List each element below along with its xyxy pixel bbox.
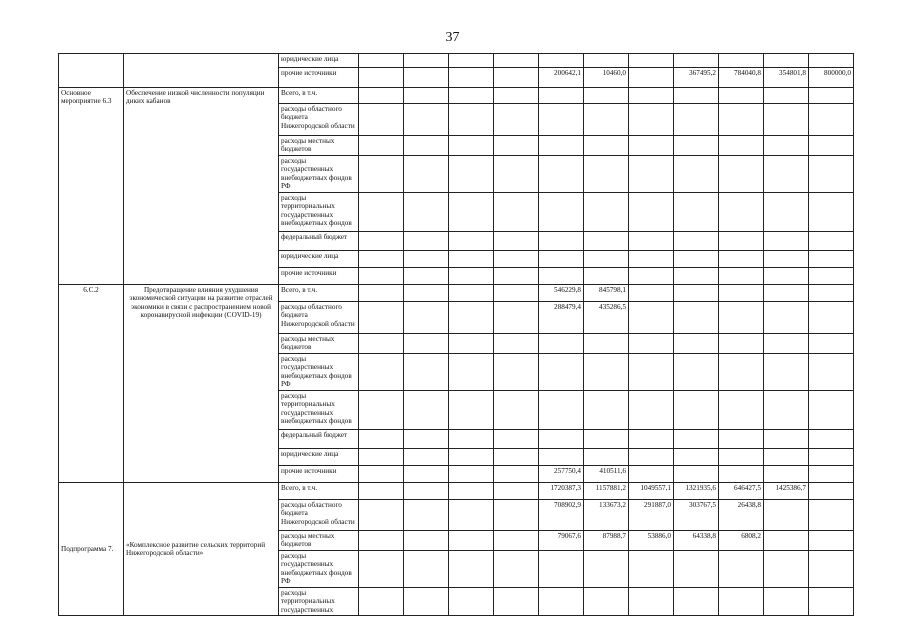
- value-cell: [539, 88, 584, 104]
- value-cell: [539, 267, 584, 284]
- value-cell: [404, 104, 449, 136]
- value-cell: [809, 429, 854, 448]
- value-cell: [359, 54, 404, 68]
- value-cell: 133673,2: [584, 499, 629, 530]
- value-cell: [404, 301, 449, 333]
- value-cell: [539, 550, 584, 587]
- row-code: Основное мероприятие 6.3: [59, 88, 124, 285]
- value-cell: [809, 88, 854, 104]
- value-cell: [674, 231, 719, 250]
- value-cell: [359, 482, 404, 499]
- value-cell: [494, 530, 539, 550]
- value-cell: [494, 88, 539, 104]
- value-cell: 646427,5: [719, 482, 764, 499]
- source-label: расходы государственных внебюджетных фондов РФ: [279, 550, 359, 587]
- value-cell: [809, 530, 854, 550]
- value-cell: [449, 353, 494, 390]
- value-cell: [584, 231, 629, 250]
- value-cell: 1157881,2: [584, 482, 629, 499]
- value-cell: 64338,8: [674, 530, 719, 550]
- value-cell: [719, 88, 764, 104]
- value-cell: [404, 499, 449, 530]
- value-cell: 708902,9: [539, 499, 584, 530]
- value-cell: [719, 284, 764, 301]
- source-label: Всего, в т.ч.: [279, 88, 359, 104]
- value-cell: [764, 250, 809, 267]
- value-cell: [404, 68, 449, 88]
- value-cell: [359, 353, 404, 390]
- value-cell: [449, 550, 494, 587]
- value-cell: [719, 267, 764, 284]
- source-label: юридические лица: [279, 54, 359, 68]
- value-cell: [629, 550, 674, 587]
- value-cell: [359, 231, 404, 250]
- source-label: юридические лица: [279, 448, 359, 465]
- value-cell: [359, 284, 404, 301]
- value-cell: [584, 429, 629, 448]
- value-cell: [359, 301, 404, 333]
- value-cell: [494, 390, 539, 429]
- value-cell: [494, 587, 539, 615]
- value-cell: [809, 333, 854, 353]
- value-cell: [494, 54, 539, 68]
- value-cell: [494, 231, 539, 250]
- value-cell: [809, 54, 854, 68]
- value-cell: [404, 448, 449, 465]
- value-cell: [494, 284, 539, 301]
- value-cell: [629, 333, 674, 353]
- value-cell: 546229,8: [539, 284, 584, 301]
- value-cell: [539, 54, 584, 68]
- value-cell: [584, 192, 629, 231]
- value-cell: 354801,8: [764, 68, 809, 88]
- value-cell: [539, 448, 584, 465]
- value-cell: 53886,0: [629, 530, 674, 550]
- value-cell: 367495,2: [674, 68, 719, 88]
- value-cell: [404, 530, 449, 550]
- value-cell: [674, 353, 719, 390]
- value-cell: [584, 267, 629, 284]
- value-cell: [404, 587, 449, 615]
- value-cell: 288479,4: [539, 301, 584, 333]
- value-cell: [674, 448, 719, 465]
- value-cell: [719, 301, 764, 333]
- value-cell: [629, 353, 674, 390]
- value-cell: [449, 250, 494, 267]
- value-cell: [629, 54, 674, 68]
- value-cell: [404, 267, 449, 284]
- value-cell: [674, 267, 719, 284]
- table-row: [59, 284, 854, 301]
- value-cell: [764, 267, 809, 284]
- value-cell: [584, 448, 629, 465]
- value-cell: [764, 530, 809, 550]
- value-cell: [539, 231, 584, 250]
- value-cell: [449, 301, 494, 333]
- value-cell: [494, 499, 539, 530]
- value-cell: [449, 136, 494, 156]
- source-label: юридические лица: [279, 250, 359, 267]
- value-cell: [359, 136, 404, 156]
- value-cell: [404, 88, 449, 104]
- source-label: Всего, в т.ч.: [279, 284, 359, 301]
- value-cell: [449, 429, 494, 448]
- value-cell: [359, 155, 404, 192]
- value-cell: [809, 231, 854, 250]
- value-cell: [584, 250, 629, 267]
- value-cell: [539, 155, 584, 192]
- value-cell: [764, 550, 809, 587]
- value-cell: [764, 465, 809, 482]
- value-cell: [764, 499, 809, 530]
- value-cell: [404, 353, 449, 390]
- value-cell: 784040,8: [719, 68, 764, 88]
- value-cell: [584, 88, 629, 104]
- value-cell: [629, 68, 674, 88]
- page-number: 37: [445, 30, 460, 45]
- value-cell: [809, 390, 854, 429]
- value-cell: [629, 88, 674, 104]
- value-cell: [404, 231, 449, 250]
- value-cell: [764, 587, 809, 615]
- value-cell: [449, 54, 494, 68]
- value-cell: [359, 390, 404, 429]
- value-cell: [359, 68, 404, 88]
- value-cell: [719, 353, 764, 390]
- source-label: расходы областного бюджета Нижегородской области: [279, 301, 359, 333]
- value-cell: [404, 550, 449, 587]
- value-cell: [359, 465, 404, 482]
- value-cell: [719, 192, 764, 231]
- value-cell: [629, 155, 674, 192]
- value-cell: [809, 448, 854, 465]
- value-cell: [584, 587, 629, 615]
- value-cell: [449, 482, 494, 499]
- value-cell: [719, 250, 764, 267]
- value-cell: [359, 530, 404, 550]
- value-cell: [719, 54, 764, 68]
- value-cell: [629, 267, 674, 284]
- value-cell: [404, 54, 449, 68]
- value-cell: [674, 192, 719, 231]
- value-cell: [494, 250, 539, 267]
- value-cell: 79067,6: [539, 530, 584, 550]
- value-cell: [809, 353, 854, 390]
- value-cell: [719, 587, 764, 615]
- value-cell: [404, 465, 449, 482]
- value-cell: [494, 429, 539, 448]
- value-cell: 10460,0: [584, 68, 629, 88]
- value-cell: [629, 192, 674, 231]
- value-cell: [764, 333, 809, 353]
- value-cell: [359, 429, 404, 448]
- value-cell: [494, 267, 539, 284]
- value-cell: [629, 429, 674, 448]
- value-cell: [359, 448, 404, 465]
- value-cell: [449, 499, 494, 530]
- source-label: прочие источники: [279, 267, 359, 284]
- value-cell: [764, 54, 809, 68]
- value-cell: [359, 587, 404, 615]
- value-cell: 291887,0: [629, 499, 674, 530]
- value-cell: 87988,7: [584, 530, 629, 550]
- value-cell: [359, 333, 404, 353]
- value-cell: [764, 155, 809, 192]
- value-cell: [449, 155, 494, 192]
- value-cell: [809, 499, 854, 530]
- value-cell: [449, 587, 494, 615]
- value-cell: [359, 267, 404, 284]
- value-cell: 1425386,7: [764, 482, 809, 499]
- value-cell: [449, 231, 494, 250]
- source-label: расходы местных бюджетов: [279, 333, 359, 353]
- funding-table: [58, 53, 854, 616]
- row-code: [59, 54, 124, 88]
- value-cell: [719, 155, 764, 192]
- row-name: Обеспечение низкой численности популяции диких кабанов: [124, 88, 279, 285]
- value-cell: [629, 104, 674, 136]
- value-cell: [584, 390, 629, 429]
- value-cell: [494, 155, 539, 192]
- value-cell: [404, 284, 449, 301]
- value-cell: [494, 136, 539, 156]
- value-cell: [674, 465, 719, 482]
- value-cell: [674, 429, 719, 448]
- value-cell: [449, 284, 494, 301]
- value-cell: [764, 448, 809, 465]
- value-cell: [359, 499, 404, 530]
- value-cell: [764, 301, 809, 333]
- value-cell: [719, 136, 764, 156]
- source-label: расходы областного бюджета Нижегородской области: [279, 104, 359, 136]
- source-label: расходы областного бюджета Нижегородской области: [279, 499, 359, 530]
- value-cell: [629, 465, 674, 482]
- value-cell: [539, 429, 584, 448]
- value-cell: [494, 353, 539, 390]
- value-cell: [809, 267, 854, 284]
- value-cell: 410511,6: [584, 465, 629, 482]
- source-label: расходы государственных внебюджетных фондов РФ: [279, 155, 359, 192]
- value-cell: [404, 192, 449, 231]
- value-cell: [494, 482, 539, 499]
- value-cell: [584, 353, 629, 390]
- value-cell: [449, 448, 494, 465]
- value-cell: [539, 250, 584, 267]
- value-cell: [584, 550, 629, 587]
- value-cell: [584, 333, 629, 353]
- value-cell: [494, 301, 539, 333]
- value-cell: 200642,1: [539, 68, 584, 88]
- value-cell: [494, 550, 539, 587]
- value-cell: [764, 284, 809, 301]
- value-cell: [584, 54, 629, 68]
- row-name: [124, 54, 279, 88]
- value-cell: [539, 390, 584, 429]
- value-cell: [719, 390, 764, 429]
- value-cell: [494, 333, 539, 353]
- source-label: расходы государственных внебюджетных фондов РФ: [279, 353, 359, 390]
- value-cell: [674, 250, 719, 267]
- source-label: расходы территориальных государственных: [279, 587, 359, 615]
- value-cell: [494, 68, 539, 88]
- value-cell: [674, 587, 719, 615]
- value-cell: [629, 250, 674, 267]
- value-cell: [539, 136, 584, 156]
- value-cell: [404, 333, 449, 353]
- value-cell: [719, 333, 764, 353]
- row-code: Подпрограмма 7.: [59, 482, 124, 615]
- value-cell: [449, 465, 494, 482]
- value-cell: [719, 550, 764, 587]
- value-cell: [539, 192, 584, 231]
- value-cell: [809, 482, 854, 499]
- value-cell: [674, 136, 719, 156]
- value-cell: [764, 231, 809, 250]
- value-cell: [494, 192, 539, 231]
- source-label: федеральный бюджет: [279, 429, 359, 448]
- source-label: расходы территориальных государственных внебюджетных фондов: [279, 192, 359, 231]
- value-cell: [674, 301, 719, 333]
- value-cell: [809, 136, 854, 156]
- value-cell: [674, 88, 719, 104]
- value-cell: [629, 136, 674, 156]
- value-cell: [584, 136, 629, 156]
- value-cell: [764, 390, 809, 429]
- value-cell: [404, 482, 449, 499]
- value-cell: [764, 136, 809, 156]
- value-cell: [584, 155, 629, 192]
- source-label: расходы территориальных государственных внебюджетных фондов: [279, 390, 359, 429]
- value-cell: [674, 104, 719, 136]
- value-cell: [764, 353, 809, 390]
- value-cell: [629, 301, 674, 333]
- source-label: прочие источники: [279, 68, 359, 88]
- value-cell: [809, 155, 854, 192]
- value-cell: [539, 104, 584, 136]
- value-cell: [404, 250, 449, 267]
- value-cell: [809, 284, 854, 301]
- value-cell: 845798,1: [584, 284, 629, 301]
- value-cell: [719, 465, 764, 482]
- table-row: [59, 54, 854, 68]
- value-cell: [809, 250, 854, 267]
- value-cell: [674, 333, 719, 353]
- value-cell: [809, 465, 854, 482]
- row-name: «Комплексное развитие сельских территорий Нижегородской области»: [124, 482, 279, 615]
- value-cell: [674, 390, 719, 429]
- value-cell: [494, 448, 539, 465]
- table-row: [59, 88, 854, 104]
- value-cell: [629, 390, 674, 429]
- value-cell: [449, 68, 494, 88]
- value-cell: [359, 104, 404, 136]
- value-cell: [449, 390, 494, 429]
- value-cell: [404, 390, 449, 429]
- value-cell: [539, 587, 584, 615]
- row-code: 6.С.2: [59, 284, 124, 482]
- value-cell: [359, 88, 404, 104]
- value-cell: [359, 192, 404, 231]
- value-cell: 435286,5: [584, 301, 629, 333]
- value-cell: [629, 284, 674, 301]
- value-cell: [764, 192, 809, 231]
- value-cell: [494, 465, 539, 482]
- value-cell: [719, 448, 764, 465]
- value-cell: [674, 550, 719, 587]
- value-cell: [359, 250, 404, 267]
- value-cell: 1321935,6: [674, 482, 719, 499]
- value-cell: [539, 353, 584, 390]
- value-cell: [449, 88, 494, 104]
- value-cell: [764, 88, 809, 104]
- value-cell: [674, 155, 719, 192]
- value-cell: [809, 104, 854, 136]
- value-cell: [629, 231, 674, 250]
- value-cell: [719, 104, 764, 136]
- value-cell: 303767,5: [674, 499, 719, 530]
- source-label: прочие источники: [279, 465, 359, 482]
- value-cell: [809, 550, 854, 587]
- value-cell: [629, 587, 674, 615]
- value-cell: [449, 104, 494, 136]
- value-cell: [629, 448, 674, 465]
- value-cell: [719, 429, 764, 448]
- value-cell: 1720387,3: [539, 482, 584, 499]
- source-label: расходы местных бюджетов: [279, 530, 359, 550]
- value-cell: [674, 54, 719, 68]
- value-cell: [449, 530, 494, 550]
- value-cell: [404, 429, 449, 448]
- value-cell: [719, 231, 764, 250]
- source-label: Всего, в т.ч.: [279, 482, 359, 499]
- value-cell: [404, 155, 449, 192]
- value-cell: 257750,4: [539, 465, 584, 482]
- value-cell: [359, 550, 404, 587]
- value-cell: [809, 301, 854, 333]
- value-cell: [809, 587, 854, 615]
- value-cell: 6808,2: [719, 530, 764, 550]
- value-cell: [584, 104, 629, 136]
- table-row: [59, 482, 854, 499]
- source-label: федеральный бюджет: [279, 231, 359, 250]
- value-cell: [494, 104, 539, 136]
- value-cell: [404, 136, 449, 156]
- value-cell: [764, 429, 809, 448]
- value-cell: [764, 104, 809, 136]
- value-cell: [809, 192, 854, 231]
- value-cell: [539, 333, 584, 353]
- value-cell: 26438,8: [719, 499, 764, 530]
- value-cell: [674, 284, 719, 301]
- source-label: расходы местных бюджетов: [279, 136, 359, 156]
- value-cell: [449, 267, 494, 284]
- value-cell: [449, 192, 494, 231]
- row-name: Предотвращение влияния ухудшения экономической ситуации на развитие отраслей экономики в связи с распространением новой коронавирусной инфекции (COVID-19): [124, 284, 279, 482]
- value-cell: [449, 333, 494, 353]
- value-cell: 800000,0: [809, 68, 854, 88]
- value-cell: 1049557,1: [629, 482, 674, 499]
